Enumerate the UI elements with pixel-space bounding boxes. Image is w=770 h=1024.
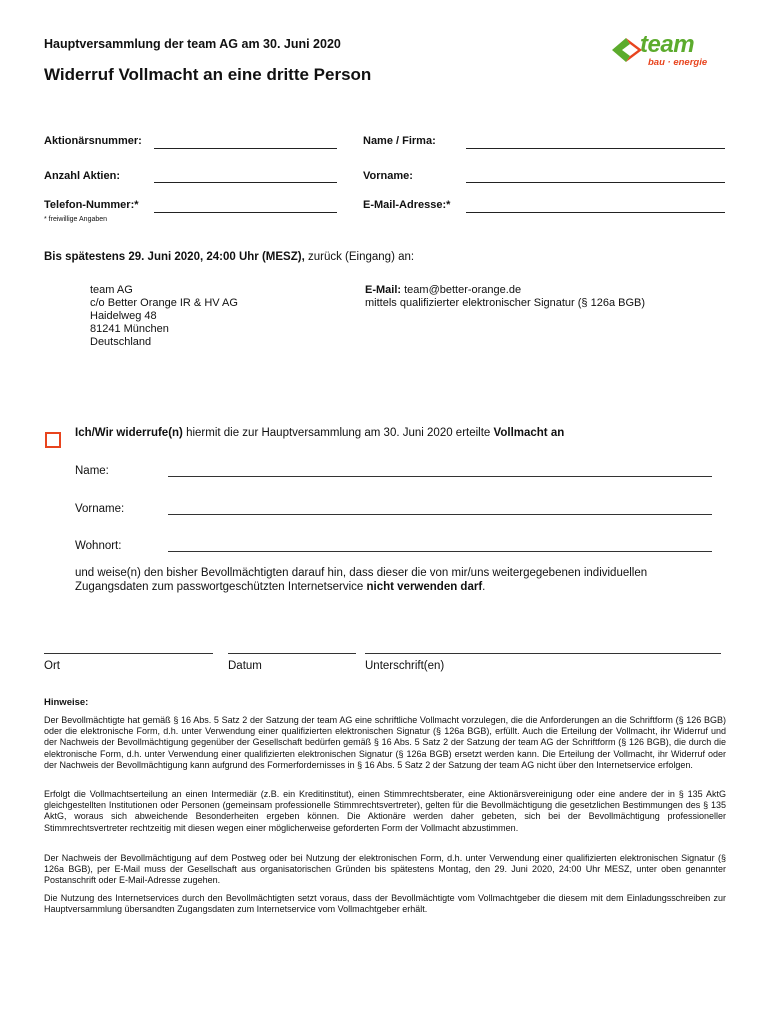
document-header: Hauptversammlung der team AG am 30. Juni 2020 <box>44 37 341 51</box>
address-line: 81241 München <box>90 323 169 335</box>
consent-text <box>75 566 695 594</box>
field-unterschrift[interactable] <box>365 653 721 654</box>
team-logo <box>612 33 730 73</box>
email-block <box>365 284 645 310</box>
form-title: Widerruf Vollmacht an eine dritte Person <box>44 65 372 84</box>
notes-paragraph: Erfolgt die Vollmachtserteilung an einen Intermediär (z.B. ein Kreditinstitut), einen Stimmrechtsberater, eine Aktionärsvereinigung oder eine andere der in § 135 AktG gleichgestellten Institutionen oder Personen (gemeinsam professionelle Stimmrechtsvertreter), gelten für die Bevollmächtigung die gesetzlichen Bestimmungen des § 135 AktG, woraus sich abweichende Besonderheiten ergeben können. Die Aktionäre werden daher gebeten, sich bei der Bevollmächtigung professioneller Stimmrechtsvertreter rechtzeitig mit diesen wegen einer möglicherweise geforderten Form der Vollmacht abzustimmen. <box>44 789 726 833</box>
field-name-firma[interactable] <box>466 148 725 149</box>
revoke-checkbox[interactable] <box>45 432 61 448</box>
field-proxy-wohnort[interactable] <box>168 551 712 552</box>
label-unterschrift: Unterschrift(en) <box>365 660 445 672</box>
field-anzahl-aktien[interactable] <box>154 182 337 183</box>
field-datum[interactable] <box>228 653 356 654</box>
label-proxy-vorname: Vorname: <box>75 503 125 515</box>
email-value: team@better-orange.de <box>401 284 522 296</box>
logo-subtitle: bau · energie <box>648 57 708 68</box>
field-aktionaersnummer[interactable] <box>154 148 337 149</box>
team-logo-icon <box>612 36 642 62</box>
label-name-firma: Name / Firma: <box>363 135 436 147</box>
consent-end: . <box>482 581 486 593</box>
label-proxy-wohnort: Wohnort: <box>75 540 122 552</box>
field-email[interactable] <box>466 212 725 213</box>
email-label: E-Mail: <box>365 284 402 296</box>
field-proxy-name[interactable] <box>168 476 712 477</box>
address-line: team AG <box>90 284 133 296</box>
optional-note: * freiwillige Angaben <box>44 216 108 223</box>
label-telefon: Telefon-Nummer:* <box>44 199 139 211</box>
label-anzahl-aktien: Anzahl Aktien: <box>44 170 120 182</box>
label-proxy-name: Name: <box>75 465 109 477</box>
notes-paragraph: Der Bevollmächtigte hat gemäß § 16 Abs. 5 Satz 2 der Satzung der team AG eine schriftliche Vollmacht vorzulegen, die die Anforderungen an die Schriftform (§ 126 BGB) oder die elektronische Form, d.h. unter Verwendung einer qualifizierten elektronischen Signatur (§ 126a BGB), erfüllt. Auch die Erteilung der Vollmacht, ihr Widerruf und der Nachweis der Bevollmächtigung gegenüber der Gesellschaft bedürfen gemäß § 16 Abs. 5 Satz 2 der Satzung der team AG der Schriftform (§ 126 BGB), die durch die elektronische Form, d.h. unter Verwendung einer qualifizierten elektronischen Signatur (§ 126a BGB) ersetzt werden kann. Die Erteilung der Vollmacht, ihr Widerruf oder der Nachweis der Bevollmächtigung kann aufgrund des Formerfordernisses in § 16 Abs. 5 Satz 2 der Satzung der team AG nicht über den Internetservice erfolgen. <box>44 715 726 770</box>
label-email: E-Mail-Adresse:* <box>363 199 451 211</box>
field-telefon[interactable] <box>154 212 337 213</box>
postal-address <box>90 284 238 349</box>
deadline-text <box>44 251 414 263</box>
logo-wordmark: team <box>640 31 695 58</box>
address-line: Haidelweg 48 <box>90 310 157 322</box>
revoke-bold-1: Ich/Wir widerrufe(n) <box>75 427 183 439</box>
address-line: Deutschland <box>90 336 152 348</box>
address-line: c/o Better Orange IR & HV AG <box>90 297 238 309</box>
revoke-text: hiermit die zur Hauptversammlung am 30. Juni 2020 erteilte <box>182 427 494 439</box>
field-vorname[interactable] <box>466 182 725 183</box>
deadline-bold: Bis spätestens 29. Juni 2020, 24:00 Uhr (MESZ), <box>44 251 305 263</box>
consent-main: und weise(n) den bisher Bevollmächtigten darauf hin, dass dieser die von mir/uns weitergegebenen individuellen Zugangsdaten zum passwortgeschützten Internetservice <box>75 567 648 593</box>
revoke-bold-2: Vollmacht an <box>493 427 565 439</box>
revoke-statement <box>75 427 564 439</box>
field-ort[interactable] <box>44 653 213 654</box>
deadline-rest: zurück (Eingang) an: <box>304 251 415 263</box>
label-ort: Ort <box>44 660 60 672</box>
notes-paragraph: Der Nachweis der Bevollmächtigung auf dem Postweg oder bei Nutzung der elektronischen Form, d.h. unter Verwendung einer qualifizierten elektronischen Signatur (§ 126a BGB), per E-Mail muss der Gesellschaft aus organisatorischen Gründen bis spätestens Montag, den 29. Juni 2020, 24:00 Uhr MESZ, unter oben genannter Postanschrift oder E-Mail-Adresse zugehen. <box>44 853 726 886</box>
consent-bold: nicht verwenden darf <box>366 581 483 593</box>
label-vorname: Vorname: <box>363 170 413 182</box>
field-proxy-vorname[interactable] <box>168 514 712 515</box>
email-signature-note: mittels qualifizierter elektronischer Signatur (§ 126a BGB) <box>365 297 646 309</box>
label-aktionaersnummer: Aktionärsnummer: <box>44 135 142 147</box>
label-datum: Datum <box>228 660 262 672</box>
notes-paragraph: Die Nutzung des Internetservices durch den Bevollmächtigten setzt voraus, dass der Bevollmächtigte vom Vollmachtgeber die diesem mit dem Einladungsschreiben zur Hauptversammlung übersandten Zugangsdaten zum Internetservice vom Vollmachtgeber erhält. <box>44 893 726 915</box>
notes-heading: Hinweise: <box>44 697 89 708</box>
